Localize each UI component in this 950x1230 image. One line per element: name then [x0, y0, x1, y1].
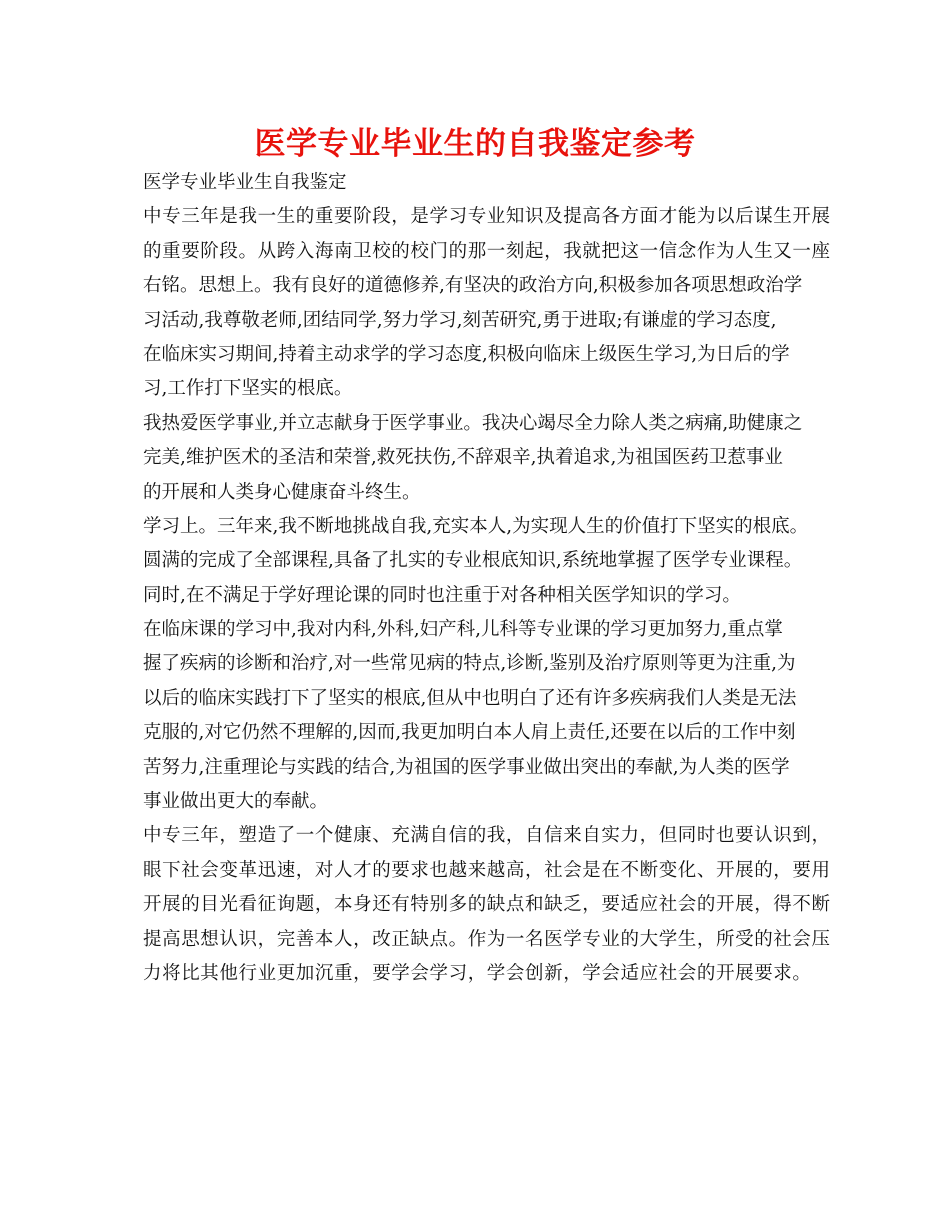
text-line: 克服的,对它仍然不理解的,因而,我更加明白本人肩上责任,还要在以后的工作中刻 — [143, 722, 796, 744]
text-line: 在临床课的学习中,我对内科,外科,妇产科,儿科等专业课的学习更加努力,重点掌 — [143, 619, 783, 641]
text-line: 同时,在不满足于学好理论课的同时也注重于对各种相关医学知识的学习。 — [143, 584, 741, 606]
text-line: 事业做出更大的奉献。 — [143, 791, 329, 813]
document-body — [143, 166, 831, 991]
text-line: 提高思想认识，完善本人，改正缺点。作为一名医学专业的大学生，所受的社会压 — [143, 928, 831, 950]
text-line: 以后的临床实践打下了坚实的根底,但从中也明白了还有许多疾病我们人类是无法 — [143, 687, 797, 709]
text-line: 医学专业毕业生自我鉴定 — [143, 172, 347, 193]
text-line: 眼下社会变革迅速，对人才的要求也越来越高，社会是在不断变化、开展的，要用 — [143, 859, 831, 881]
text-line: 开展的目光看征询题，本身还有特别多的缺点和缺乏，要适应社会的开展，得不断 — [143, 894, 831, 916]
text-line: 中专三年，塑造了一个健康、充满自信的我，自信来自实力，但同时也要认识到， — [143, 825, 831, 847]
text-line: 习,工作打下坚实的根底。 — [143, 378, 353, 400]
text-line: 苦努力,注重理论与实践的结合,为祖国的医学事业做出突出的奉献,为人类的医学 — [143, 756, 790, 778]
text-line: 完美,维护医术的圣洁和荣誉,救死扶伤,不辞艰辛,执着追求,为祖国医药卫惹事业 — [143, 447, 783, 469]
text-line: 圆满的完成了全部课程,具备了扎实的专业根底知识,系统地掌握了医学专业课程。 — [143, 550, 803, 572]
text-line: 在临床实习期间,持着主动求学的学习态度,积极向临床上级医生学习,为日后的学 — [143, 343, 790, 365]
text-line: 右铭。思想上。我有良好的道德修养,有坚决的政治方向,积极参加各项思想政治学 — [143, 275, 803, 297]
document-title: 医学专业毕业生的自我鉴定参考 — [254, 126, 696, 162]
text-line: 的开展和人类身心健康奋斗终生。 — [143, 481, 421, 503]
text-line: 握了疾病的诊断和治疗,对一些常见病的特点,诊断,鉴别及治疗原则等更为注重,为 — [143, 653, 796, 675]
text-line: 学习上。三年来,我不断地挑战自我,充实本人,为实现人生的价值打下坚实的根底。 — [143, 515, 809, 537]
text-line: 我热爱医学事业,并立志献身于医学事业。我决心竭尽全力除人类之病痛,助健康之 — [143, 412, 803, 434]
text-line: 力将比其他行业更加沉重，要学会学习，学会创新，学会适应社会的开展要求。 — [143, 962, 812, 984]
text-line: 中专三年是我一生的重要阶段，是学习专业知识及提高各方面才能为以后谋生开展 — [143, 206, 831, 228]
text-line: 习活动,我尊敬老师,团结同学,努力学习,刻苦研究,勇于进取;有谦虚的学习态度, — [143, 309, 777, 331]
text-line: 的重要阶段。从跨入海南卫校的校门的那一刻起，我就把这一信念作为人生又一座 — [143, 240, 831, 262]
